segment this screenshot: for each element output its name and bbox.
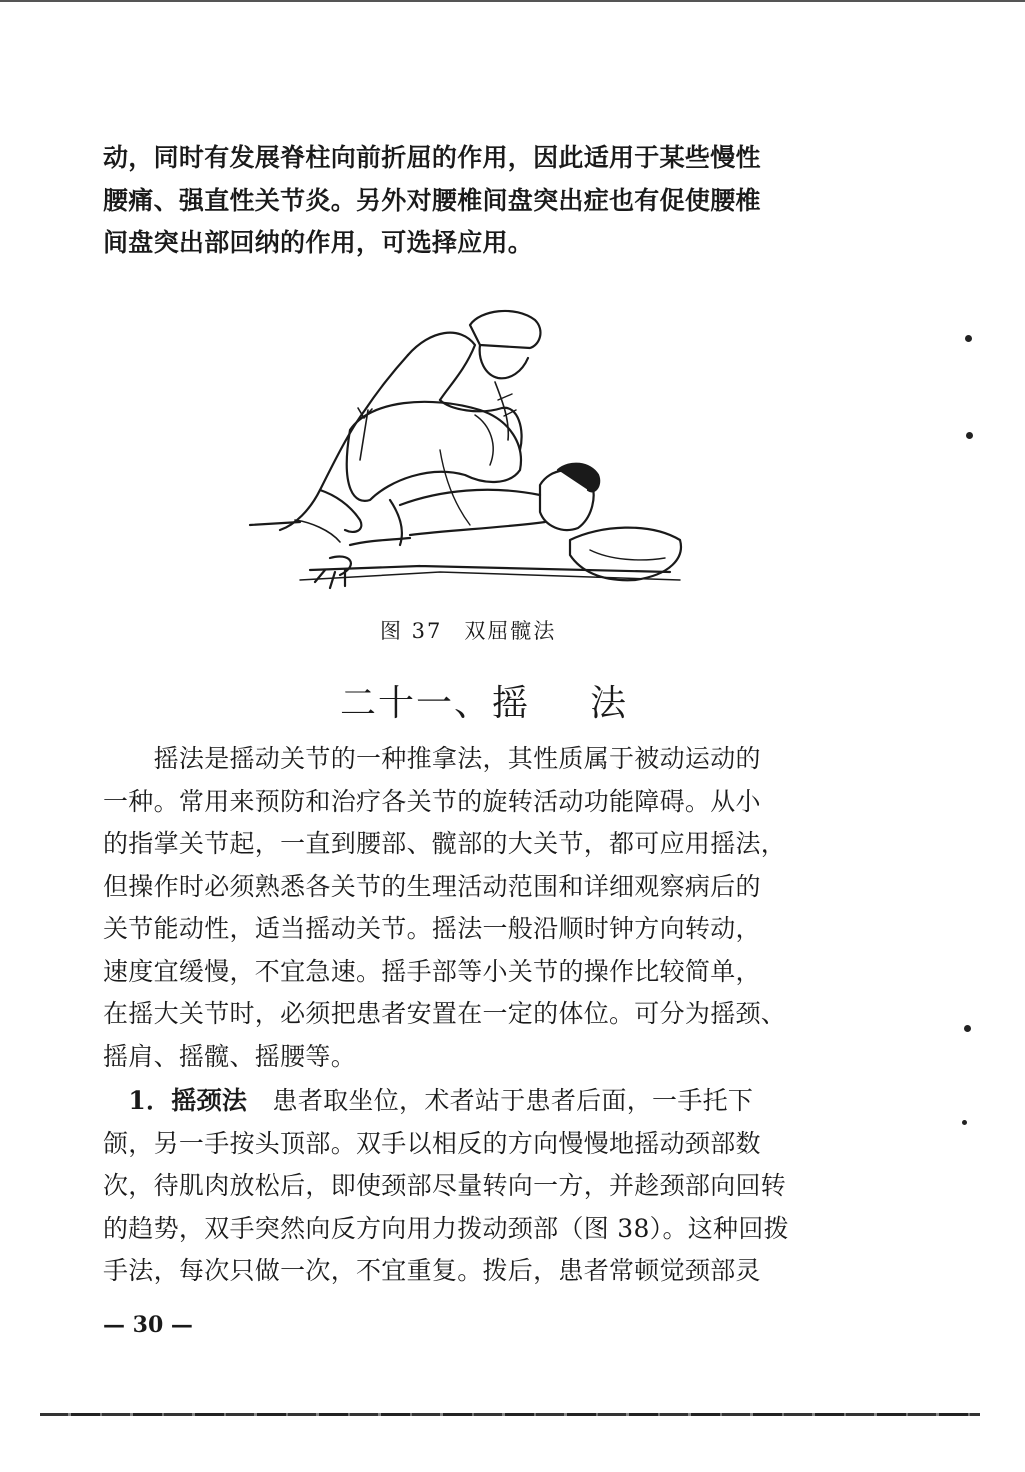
section-title-right: 法	[590, 683, 629, 724]
text-line: 速度宜缓慢，不宜急速。摇手部等小关节的操作比较简单，	[103, 956, 761, 986]
text-line: 一种。常用来预防和治疗各关节的旋转活动功能障碍。从小	[103, 786, 761, 816]
figure-caption	[380, 615, 556, 645]
section-heading	[340, 675, 628, 726]
text-line: 腰痛、强直性关节炎。另外对腰椎间盘突出症也有促使腰椎	[103, 185, 761, 215]
text-line: 但操作时必须熟悉各关节的生理活动范围和详细观察病后的	[103, 871, 761, 901]
text-line: 间盘突出部回纳的作用，可选择应用。	[103, 228, 534, 257]
scan-speck	[962, 1120, 967, 1125]
text-line: 手法，每次只做一次，不宜重复。拨后，患者常顿觉颈部灵	[103, 1256, 761, 1285]
text-line: 关节能动性，适当摇动关节。摇法一般沿顺时钟方向转动，	[103, 914, 761, 943]
scan-speck	[965, 335, 972, 342]
neck-first-line: 患者取坐位，术者站于患者后面，一手托下	[272, 1086, 754, 1115]
figure-number: 图 37	[380, 619, 443, 643]
text-line: 次，待肌肉放松后，即使颈部尽量转向一方，并趁颈部向回转	[103, 1171, 787, 1200]
text-line	[103, 1080, 831, 1123]
scan-edge-line	[0, 0, 1025, 2]
text-line: 动，同时有发展脊柱向前折屈的作用，因此适用于某些慢性	[103, 143, 761, 172]
page-number: — 30 —	[103, 1312, 193, 1338]
text-line: 的趋势，双手突然向反方向用力拨动颈部（图 38）。这种回拨	[103, 1213, 789, 1243]
figure-37-illustration	[240, 290, 700, 610]
text-line: 在摇大关节时，必须把患者安置在一定的体位。可分为摇颈、	[103, 999, 787, 1028]
scan-speck	[966, 432, 973, 439]
neck-method-paragraph	[103, 1080, 831, 1293]
text-line: 摇肩、摇髋、摇腰等。	[103, 1041, 357, 1071]
neck-method-heading: 1．摇颈法	[128, 1086, 248, 1115]
scan-bottom-rule	[40, 1413, 980, 1416]
intro-paragraph	[103, 137, 831, 265]
scan-speck	[964, 1025, 971, 1032]
section-title-left: 二十一、摇	[340, 683, 531, 724]
text-line: 的指掌关节起，一直到腰部、髋部的大关节，都可应用摇法，	[103, 829, 787, 858]
figure-title: 双屈髋法	[464, 619, 557, 643]
body-paragraph	[103, 738, 831, 1078]
text-line: 摇法是摇动关节的一种推拿法，其性质属于被动运动的	[103, 744, 761, 773]
text-line: 颌，另一手按头顶部。双手以相反的方向慢慢地摇动颈部数	[103, 1128, 761, 1158]
